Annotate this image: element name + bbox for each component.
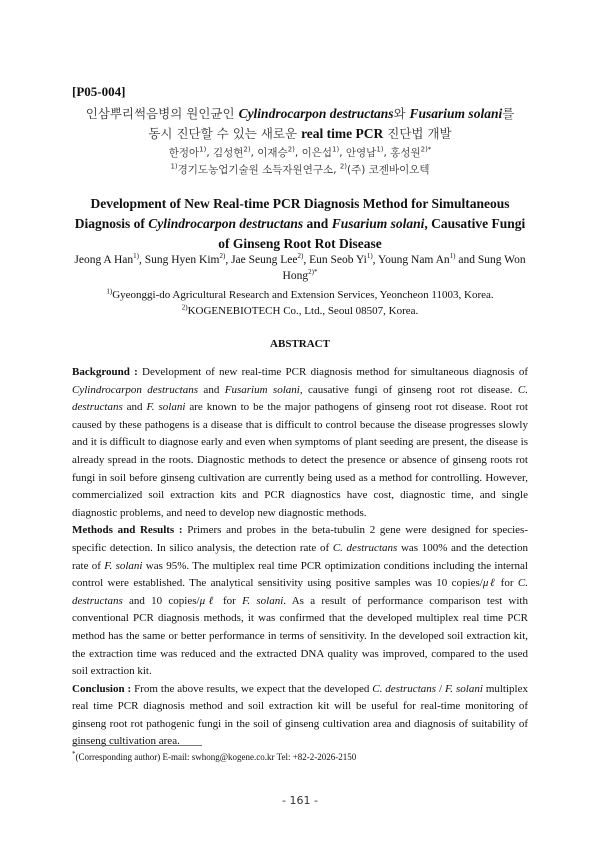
korean-title-line-1: 인삼뿌리썩음병의 원인균인 Cylindrocarpon destructans와 Fusarium solani를 bbox=[85, 106, 515, 121]
korean-authors: 한정아$^{1)}$, 김성현$^{2)}$, 이재승$^{2)}$, 이은섭$^{1)}$, 안영남$^{1)}$, 홍성원$^{2)*}$ bbox=[168, 145, 432, 159]
conclusion-paragraph: Conclusion : From the above results, we expect that the developed C. destructans / F. solani multiplex real time PCR diagnosis method and soil extraction kit will be useful for real-time monitoring of ginseng root rot pathogenic fungi in the soil of ginseng cultivation area and diagnosis of suitability of ginseng cultivation area. bbox=[72, 682, 528, 748]
footnote-divider bbox=[72, 745, 202, 746]
abstract-heading: ABSTRACT bbox=[270, 338, 330, 350]
methods-paragraph: Methods and Results : Primers and probes in the beta-tubulin 2 gene were designed for species-specific detection. In silico analysis, the detection rate of C. destructans was 100% and the detection rate of F. solani was 95%. The multiplex real time PCR optimization conditions including the internal control were established. The analytical sensitivity using positive samples was 10 copies/μℓ for C. destructans and 10 copies/μℓ for F. solani. As a result of performance comparison test with conventional PCR diagnosis methods, it was confirmed that the developed multiplex real time PCR method has the same or better performance in terms of sensitivity. In the developed soil extraction kit, the extraction time was reduced and the extracted DNA quality was improved, compared to the used soil extraction kit. bbox=[72, 524, 528, 678]
english-affiliation-1: $^{1)}$Gyeonggi-do Agricultural Research and Extension Services, Yeoncheon 11003, Korea. bbox=[106, 287, 494, 301]
abstract-code: [P05-004] bbox=[72, 84, 126, 99]
corresponding-author-footnote: *(Corresponding author) E-mail: swhong@kogene.co.kr Tel: +82-2-2026-2150 bbox=[72, 750, 357, 762]
background-paragraph: Background : Development of new real-time PCR diagnosis method for simultaneous diagnosis of Cylindrocarpon destructans and Fusarium solani, causative fungi of ginseng root rot disease. C. destructans and F. solani are known to be the major pathogens of ginseng root rot disease. Root rot caused by these pathogens is a disease that is difficult to control because the disease progresses slowly and it is difficult to diagnose early and even when symptoms of plant seeding are present, the disease is already spread in the roots. Diagnostic methods to detect the presence or absence of ginseng roots rot fungi in soil before ginseng cultivation are currently being used as a method for controlling. However, commercialized soil extraction kits and PCR diagnostics have cost, diagnostic time, and single diagnostic problems, and need to develop new diagnostic methods. bbox=[72, 366, 528, 519]
korean-title-line-2: 동시 진단할 수 있는 새로운 real time PCR 진단법 개발 bbox=[148, 126, 452, 141]
english-authors: Jeong A Han$^{1)}$, Sung Hyen Kim$^{2)}$, Jae Seung Lee$^{2)}$, Eun Seob Yi$^{1)}$, Young Nam An$^{1)}$ and Sung Won Hong$^{2)*}$ bbox=[74, 252, 526, 282]
page-number: - 161 - bbox=[282, 794, 318, 807]
abstract-body bbox=[72, 364, 528, 751]
english-title: Development of New Real-time PCR Diagnosis Method for Simultaneous Diagnosis of Cylindrocarpon destructans and Fusarium solani, Causative Fungi of Ginseng Root Rot Disease bbox=[74, 196, 526, 251]
korean-affiliations: $^{1)}$경기도농업기술원 소득자원연구소, $^{2)}$(주) 코젠바이오텍 bbox=[170, 162, 430, 176]
english-affiliation-2: $^{2)}$KOGENEBIOTECH Co., Ltd., Seoul 08507, Korea. bbox=[181, 303, 419, 317]
